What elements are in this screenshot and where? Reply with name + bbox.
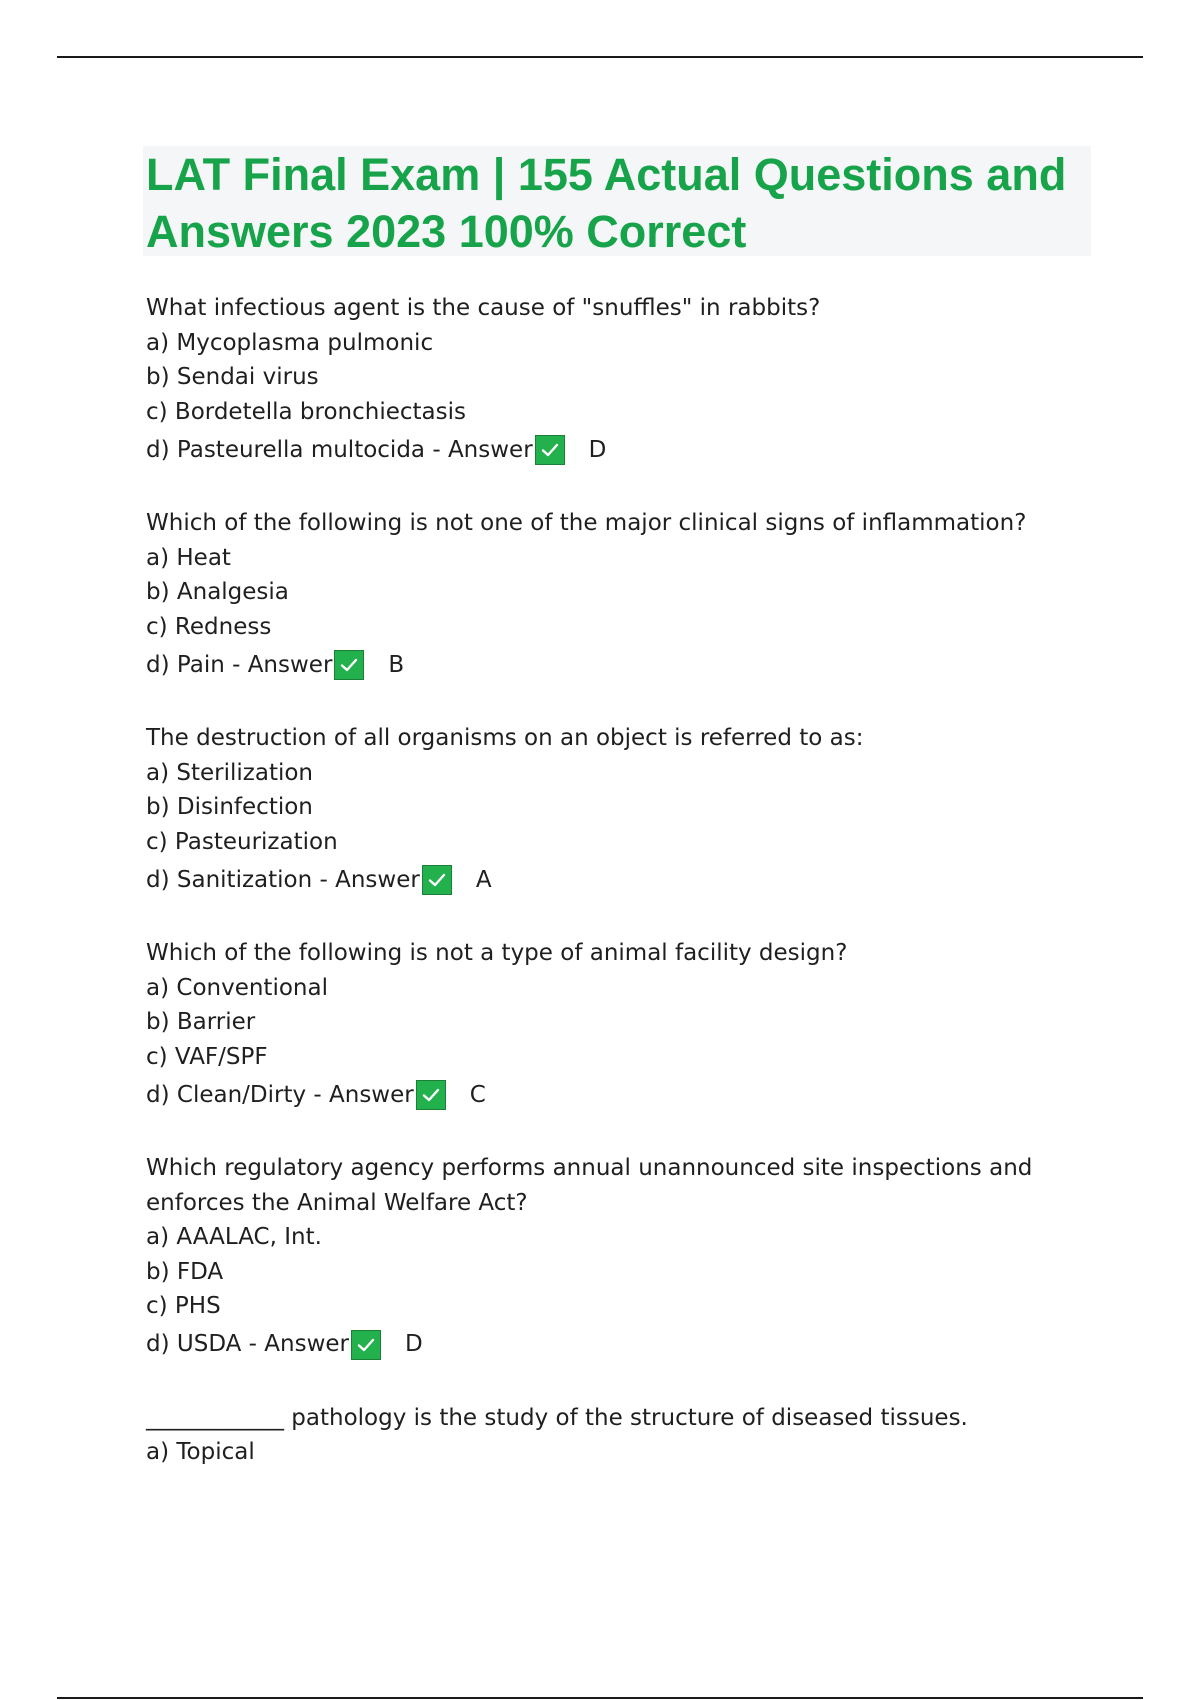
question-text: Which of the following is not one of the major clinical signs of inflammation? [146,510,1027,536]
answer-letter: B [388,651,405,678]
question-6 [146,1401,1086,1470]
option-a: a) Sterilization [146,759,313,786]
option-b: b) Barrier [146,1009,256,1035]
answer-letter: D [588,436,607,463]
option-c: c) PHS [146,1293,221,1319]
question-2 [146,506,1086,686]
option-d-answer-line [146,1324,1086,1366]
option-d: d) Sanitization - Answer [146,866,420,893]
option-c: c) Bordetella bronchiectasis [146,398,467,425]
question-list [146,291,1086,1470]
question-text: The destruction of all organisms on an object is referred to as: [146,725,864,751]
option-a: a) AAALAC, Int. [146,1224,322,1250]
option-b: b) Sendai virus [146,364,319,390]
option-d-answer-line [146,859,1086,901]
option-d-answer-line [146,644,1086,686]
option-a: a) Heat [146,544,231,571]
question-1 [146,291,1086,471]
question-5 [146,1151,1086,1366]
green-checkmark-icon [351,1330,381,1360]
option-d-answer-line [146,429,1086,471]
option-d: d) Pasteurella multocida - Answer [146,436,533,463]
option-a: a) Mycoplasma pulmonic [146,329,434,356]
document-title: LAT Final Exam | 155 Actual Questions and Answers 2023 100% Correct [146,149,1067,257]
option-b: b) Disinfection [146,794,313,820]
answer-letter: D [405,1331,423,1358]
option-d: d) Pain - Answer [146,651,333,678]
bottom-rule [57,1697,1143,1699]
option-d-answer-line [146,1074,1086,1116]
option-d: d) Clean/Dirty - Answer [146,1081,414,1108]
green-checkmark-icon [416,1080,446,1110]
question-text: ____________ pathology is the study of the structure of diseased tissues. [146,1404,968,1431]
top-rule [57,56,1143,58]
option-c: c) Redness [146,613,272,640]
green-checkmark-icon [422,865,452,895]
option-c: c) VAF/SPF [146,1043,268,1070]
option-d: d) USDA - Answer [146,1331,349,1358]
question-3 [146,721,1086,901]
question-text: Which of the following is not a type of animal facility design? [146,940,848,966]
option-b: b) FDA [146,1258,224,1285]
green-checkmark-icon [535,435,565,465]
question-4 [146,936,1086,1116]
option-b: b) Analgesia [146,579,289,605]
question-text: Which regulatory agency performs annual unannounced site inspections and enforces the Animal Welfare Act? [146,1155,1040,1216]
answer-letter: C [469,1081,486,1108]
green-checkmark-icon [334,650,364,680]
question-text: What infectious agent is the cause of "snuffles" in rabbits? [146,295,821,321]
option-a: a) Topical [146,1439,255,1465]
option-a: a) Conventional [146,974,328,1001]
answer-letter: A [475,866,492,893]
option-c: c) Pasteurization [146,828,338,855]
